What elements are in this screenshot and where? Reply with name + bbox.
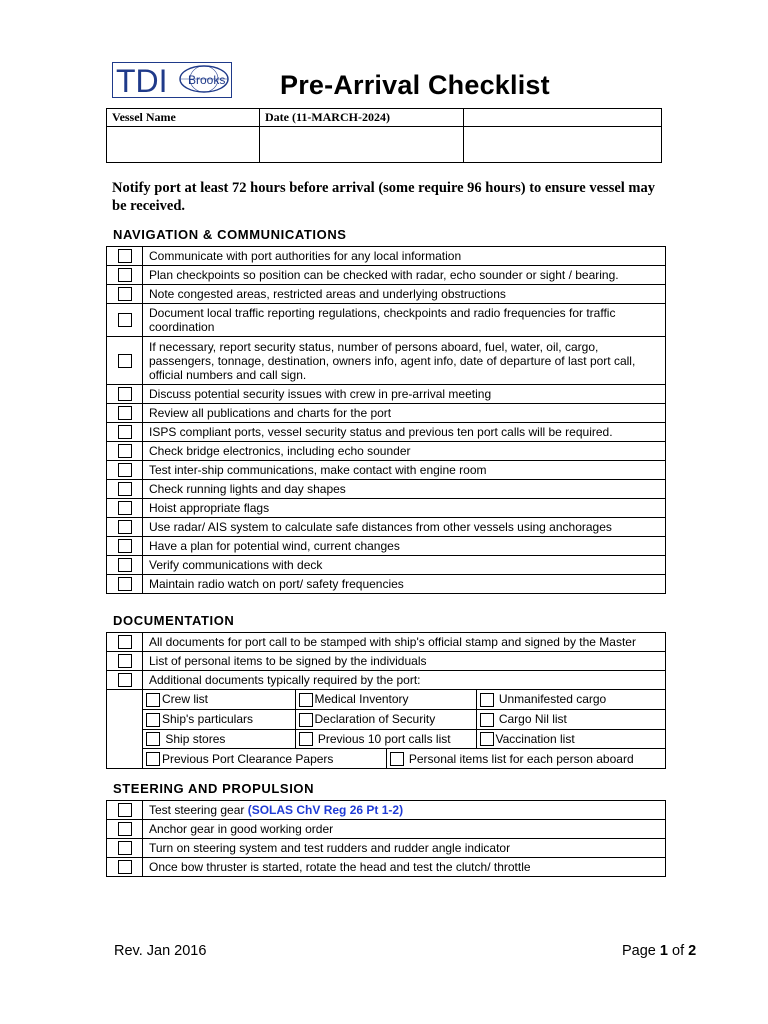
table-row	[107, 480, 666, 499]
table-row	[107, 247, 666, 266]
checkbox[interactable]	[118, 406, 132, 420]
nav-checkbox-cell	[107, 423, 143, 442]
doc-option[interactable]	[295, 729, 476, 749]
page-current: 1	[659, 943, 668, 959]
doc-option[interactable]	[476, 709, 665, 729]
doc-option-label: Crew list	[162, 692, 209, 706]
doc-option-label: Medical Inventory	[314, 692, 409, 706]
checkbox[interactable]	[118, 268, 132, 282]
page-of: of	[667, 943, 689, 959]
nav-item: Note congested areas, restricted areas and underlying obstructions	[143, 285, 666, 304]
nav-item: Hoist appropriate flags	[143, 499, 666, 518]
logo-text: TDI	[116, 63, 168, 98]
table-row	[107, 337, 666, 385]
checkbox[interactable]	[146, 693, 160, 707]
documentation-section-title: DOCUMENTATION	[113, 613, 235, 628]
doc-option-label: Ship's particulars	[162, 711, 253, 726]
nav-checkbox-cell	[107, 537, 143, 556]
table-row	[107, 404, 666, 423]
nav-item: Have a plan for potential wind, current changes	[143, 537, 666, 556]
nav-checkbox-cell	[107, 556, 143, 575]
doc-option[interactable]	[476, 729, 665, 749]
table-row	[107, 304, 666, 337]
checkbox[interactable]	[480, 732, 494, 746]
table-row	[107, 442, 666, 461]
checkbox[interactable]	[118, 287, 132, 301]
navigation-checklist	[106, 246, 666, 594]
nav-item: Plan checkpoints so position can be checked with radar, echo sounder or sight / bearing.	[143, 266, 666, 285]
nav-checkbox-cell	[107, 575, 143, 594]
doc-item: List of personal items to be signed by the individuals	[143, 652, 666, 671]
nav-checkbox-cell	[107, 442, 143, 461]
nav-item: Discuss potential security issues with crew in pre-arrival meeting	[143, 385, 666, 404]
nav-checkbox-cell	[107, 385, 143, 404]
doc-checkbox-cell	[107, 633, 143, 652]
table-row	[107, 575, 666, 594]
checkbox[interactable]	[299, 693, 313, 707]
nav-item: Review all publications and charts for the port	[143, 404, 666, 423]
checkbox[interactable]	[146, 752, 160, 766]
checkbox[interactable]	[118, 463, 132, 477]
doc-option-label: Vaccination list	[495, 731, 575, 746]
checkbox[interactable]	[118, 558, 132, 572]
nav-item: ISPS compliant ports, vessel security status and previous ten port calls will be required.	[143, 423, 666, 442]
nav-item: Document local traffic reporting regulations, checkpoints and radio frequencies for traffic coordination	[143, 304, 666, 337]
doc-spacer-cell	[107, 690, 143, 769]
doc-option-label: Ship stores	[165, 731, 226, 746]
solas-reference: (SOLAS ChV Reg 26 Pt 1-2)	[247, 803, 404, 817]
steering-item-text: Test steering gear	[149, 803, 248, 817]
nav-item: Test inter-ship communications, make contact with engine room	[143, 461, 666, 480]
doc-option-label: Personal items list for each person aboard	[408, 751, 634, 766]
table-row	[107, 461, 666, 480]
vessel-name-field[interactable]	[107, 127, 260, 163]
nav-checkbox-cell	[107, 304, 143, 337]
documentation-checklist	[106, 632, 666, 769]
steering-checkbox-cell	[107, 820, 143, 839]
doc-option-label: Previous Port Clearance Papers	[162, 751, 334, 766]
checkbox[interactable]	[118, 635, 132, 649]
nav-item: Check bridge electronics, including echo sounder	[143, 442, 666, 461]
nav-item: Verify communications with deck	[143, 556, 666, 575]
nav-checkbox-cell	[107, 266, 143, 285]
nav-item: Check running lights and day shapes	[143, 480, 666, 499]
doc-option[interactable]	[295, 690, 476, 709]
navigation-section-title: NAVIGATION & COMMUNICATIONS	[113, 227, 347, 242]
doc-option-label: Cargo Nil list	[498, 711, 567, 726]
doc-option-label: Declaration of Security	[314, 711, 436, 726]
doc-item: Additional documents typically required by the port:	[143, 671, 666, 690]
table-row	[107, 518, 666, 537]
steering-checklist	[106, 800, 666, 877]
logo-subtext: Brooks	[188, 73, 226, 87]
page-label: Page	[622, 943, 660, 959]
doc-item: All documents for port call to be stamped with ship's official stamp and signed by the Master	[143, 633, 666, 652]
checkbox[interactable]	[118, 803, 132, 817]
doc-checkbox-cell	[107, 652, 143, 671]
page-title: Pre-Arrival Checklist	[280, 70, 550, 100]
doc-option[interactable]	[295, 709, 476, 729]
doc-option[interactable]	[386, 749, 665, 768]
checkbox[interactable]	[118, 654, 132, 668]
nav-checkbox-cell	[107, 461, 143, 480]
checkbox[interactable]	[299, 732, 313, 746]
vessel-name-header: Vessel Name	[107, 109, 260, 127]
checkbox[interactable]	[118, 860, 132, 874]
nav-item: Communicate with port authorities for any local information	[143, 247, 666, 266]
blank-header	[464, 109, 662, 127]
doc-option[interactable]	[143, 749, 386, 768]
checkbox[interactable]	[146, 713, 160, 727]
nav-checkbox-cell	[107, 285, 143, 304]
table-row	[107, 423, 666, 442]
checkbox[interactable]	[118, 841, 132, 855]
tdi-brooks-logo	[112, 62, 232, 98]
checkbox[interactable]	[480, 713, 494, 727]
steering-section-title: STEERING AND PROPULSION	[113, 781, 315, 796]
doc-types-grid	[143, 690, 665, 749]
page-number	[622, 943, 696, 959]
nav-checkbox-cell	[107, 247, 143, 266]
checkbox[interactable]	[118, 249, 132, 263]
doc-checkbox-cell	[107, 671, 143, 690]
doc-types-last-row	[143, 749, 665, 768]
page-total: 2	[688, 943, 697, 959]
steering-item: Turn on steering system and test rudders and rudder angle indicator	[143, 839, 666, 858]
checkbox[interactable]	[118, 387, 132, 401]
nav-item: If necessary, report security status, number of persons aboard, fuel, water, oil, cargo, passengers, tonnage, destination, owners info, agent info, date of departure of last port call, official numbers and call sign.	[143, 337, 666, 385]
revision-label: Rev. Jan 2016	[114, 943, 207, 959]
doc-option[interactable]	[143, 709, 295, 729]
checkbox[interactable]	[118, 444, 132, 458]
checkbox[interactable]	[118, 577, 132, 591]
steering-checkbox-cell	[107, 839, 143, 858]
checkbox[interactable]	[118, 539, 132, 553]
table-row	[107, 556, 666, 575]
checkbox[interactable]	[118, 313, 132, 327]
checkbox[interactable]	[118, 673, 132, 687]
date-field[interactable]	[260, 127, 464, 163]
nav-item: Maintain radio watch on port/ safety frequencies	[143, 575, 666, 594]
checkbox[interactable]	[118, 482, 132, 496]
nav-checkbox-cell	[107, 499, 143, 518]
steering-item: Once bow thruster is started, rotate the head and test the clutch/ throttle	[143, 858, 666, 877]
vessel-info-table	[106, 108, 662, 163]
extra-field[interactable]	[464, 127, 662, 163]
nav-checkbox-cell	[107, 480, 143, 499]
checkbox[interactable]	[390, 752, 404, 766]
checkbox[interactable]	[118, 425, 132, 439]
checkbox[interactable]	[118, 354, 132, 368]
table-row	[107, 266, 666, 285]
table-row	[107, 385, 666, 404]
nav-item: Use radar/ AIS system to calculate safe distances from other vessels using anchorages	[143, 518, 666, 537]
doc-types-cell	[143, 690, 666, 769]
doc-option-label: Previous 10 port calls list	[317, 731, 451, 746]
table-row	[107, 537, 666, 556]
table-row	[107, 285, 666, 304]
doc-option[interactable]	[476, 690, 665, 709]
steering-item	[143, 801, 666, 820]
steering-checkbox-cell	[107, 801, 143, 820]
nav-checkbox-cell	[107, 518, 143, 537]
table-row	[107, 499, 666, 518]
checkbox[interactable]	[118, 520, 132, 534]
steering-item: Anchor gear in good working order	[143, 820, 666, 839]
nav-checkbox-cell	[107, 404, 143, 423]
date-header: Date (11-MARCH-2024)	[260, 109, 464, 127]
doc-option-label: Unmanifested cargo	[498, 692, 607, 706]
checkbox[interactable]	[146, 732, 160, 746]
steering-checkbox-cell	[107, 858, 143, 877]
checkbox[interactable]	[480, 693, 494, 707]
notice-text: Notify port at least 72 hours before arrival (some require 96 hours) to ensure vessel may be received.	[112, 180, 656, 214]
checkbox[interactable]	[118, 501, 132, 515]
nav-checkbox-cell	[107, 337, 143, 385]
checkbox[interactable]	[299, 713, 313, 727]
doc-option[interactable]	[143, 690, 295, 709]
checkbox[interactable]	[118, 822, 132, 836]
doc-option[interactable]	[143, 729, 295, 749]
